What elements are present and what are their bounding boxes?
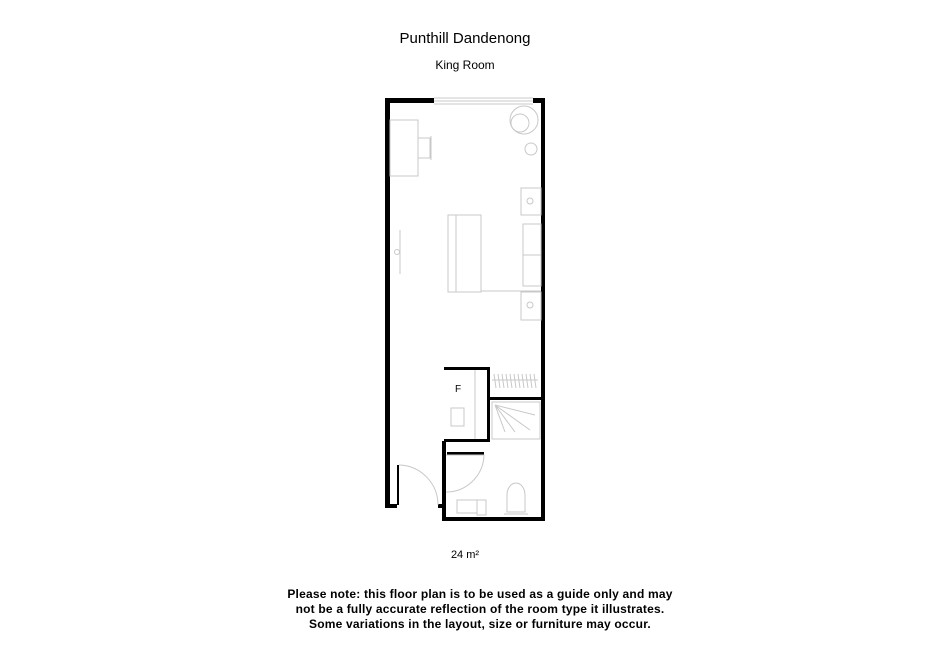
fridge-label: F — [455, 384, 462, 395]
room-area: 24 m² — [450, 549, 480, 561]
desk-and-chair — [390, 120, 431, 176]
disclaimer-note — [0, 587, 940, 632]
property-title: Punthill Dandenong — [399, 30, 531, 47]
kitchenette — [451, 370, 475, 439]
bed — [448, 188, 541, 320]
tv — [395, 230, 401, 274]
note-line: not be a fully accurate reflection of the room type it illustrates. — [295, 602, 665, 616]
note-line: Please note: this floor plan is to be used as a guide only and may — [287, 587, 673, 601]
doors — [399, 455, 484, 505]
window — [434, 98, 533, 104]
bathroom-fixtures — [457, 483, 528, 515]
wardrobe — [492, 374, 538, 388]
armchair — [510, 106, 538, 155]
shower — [492, 402, 540, 439]
note-line: Some variations in the layout, size or furniture may occur. — [309, 617, 651, 631]
room-type: King Room — [435, 58, 495, 72]
